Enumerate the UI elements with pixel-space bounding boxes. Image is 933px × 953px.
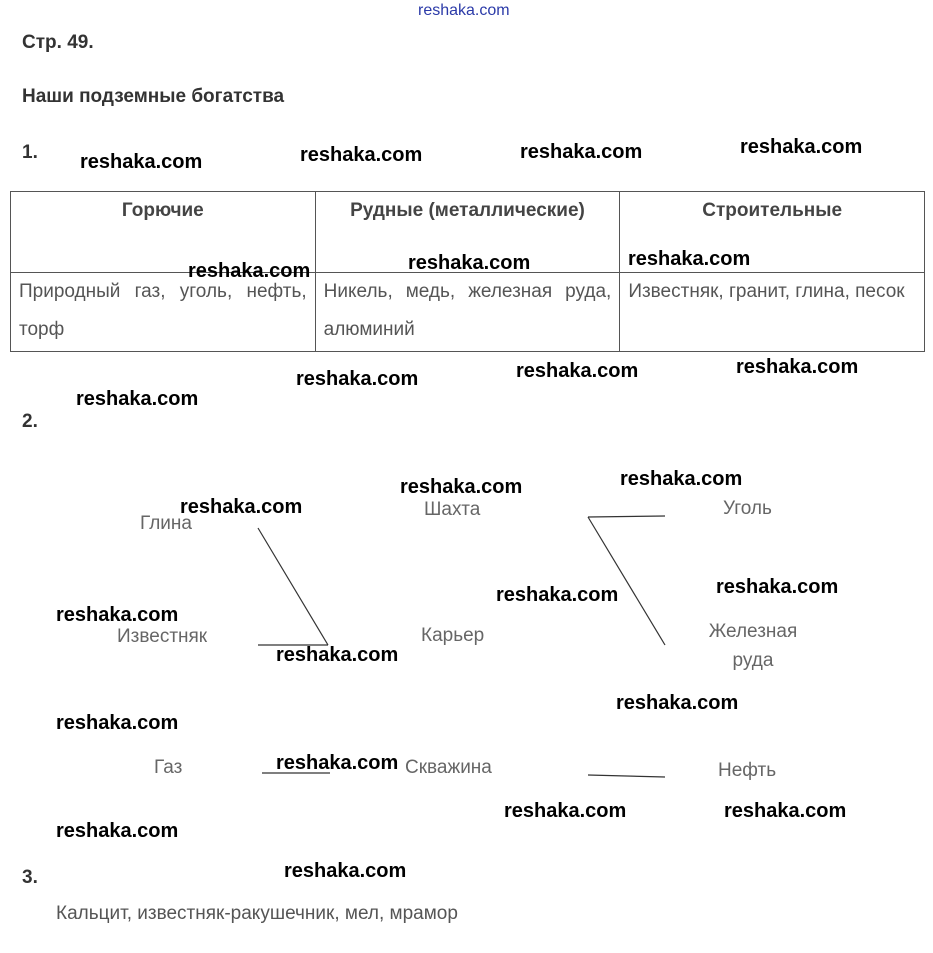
watermark: reshaka.com [56,604,179,626]
watermark: reshaka.com [504,800,627,822]
task-2-number: 2. [22,411,38,432]
left-item-limestone: Известняк [117,626,208,647]
line-mine-ironore [588,517,665,645]
right-item-oil: Нефть [718,760,777,781]
site-watermark-top: reshaka.com [418,2,510,19]
right-item-iron-ore: Железная руда [708,621,798,671]
watermark: reshaka.com [56,820,179,842]
watermark: reshaka.com [276,644,399,666]
cell-combustible: Природный газ, уголь, нефть, торф [11,273,316,352]
watermark: reshaka.com [400,476,523,498]
header-ore: Рудные (металлические) [315,192,620,273]
line-clay-quarry [258,528,328,645]
task-3-number: 3. [22,867,38,888]
watermark: reshaka.com [80,151,203,173]
watermark: reshaka.com [716,576,839,598]
right-item-coal: Уголь [723,498,772,519]
watermark: reshaka.com [736,356,859,378]
watermark: reshaka.com [408,252,531,274]
watermark: reshaka.com [740,136,863,158]
watermark: reshaka.com [300,144,423,166]
page-reference: Стр. 49. [22,32,94,53]
topic-title: Наши подземные богатства [22,86,285,107]
watermark: reshaka.com [56,712,179,734]
cell-ore: Никель, медь, железная руда, алюминий [315,273,620,352]
watermark: reshaka.com [724,800,847,822]
watermark: reshaka.com [628,248,751,270]
task-3-answer: Кальцит, известняк-ракушечник, мел, мрамор [56,903,458,924]
watermark: reshaka.com [516,360,639,382]
header-construction: Строительные [620,192,925,273]
watermark: reshaka.com [188,260,311,282]
watermark: reshaka.com [620,468,743,490]
middle-item-mine: Шахта [424,499,481,520]
cell-construction: Известняк, гранит, глина, песок [620,273,925,352]
watermark: reshaka.com [276,752,399,774]
watermark: reshaka.com [520,141,643,163]
line-well-oil [588,775,665,777]
line-mine-coal [588,516,665,517]
watermark: reshaka.com [284,860,407,882]
middle-item-quarry: Карьер [421,625,485,646]
middle-item-well: Скважина [405,757,492,778]
watermark: reshaka.com [296,368,419,390]
left-item-clay: Глина [140,513,192,534]
header-combustible: Горючие [11,192,316,273]
watermark: reshaka.com [76,388,199,410]
watermark: reshaka.com [180,496,303,518]
left-item-gas: Газ [154,757,183,778]
task-1-number: 1. [22,142,38,163]
watermark: reshaka.com [616,692,739,714]
watermark: reshaka.com [496,584,619,606]
